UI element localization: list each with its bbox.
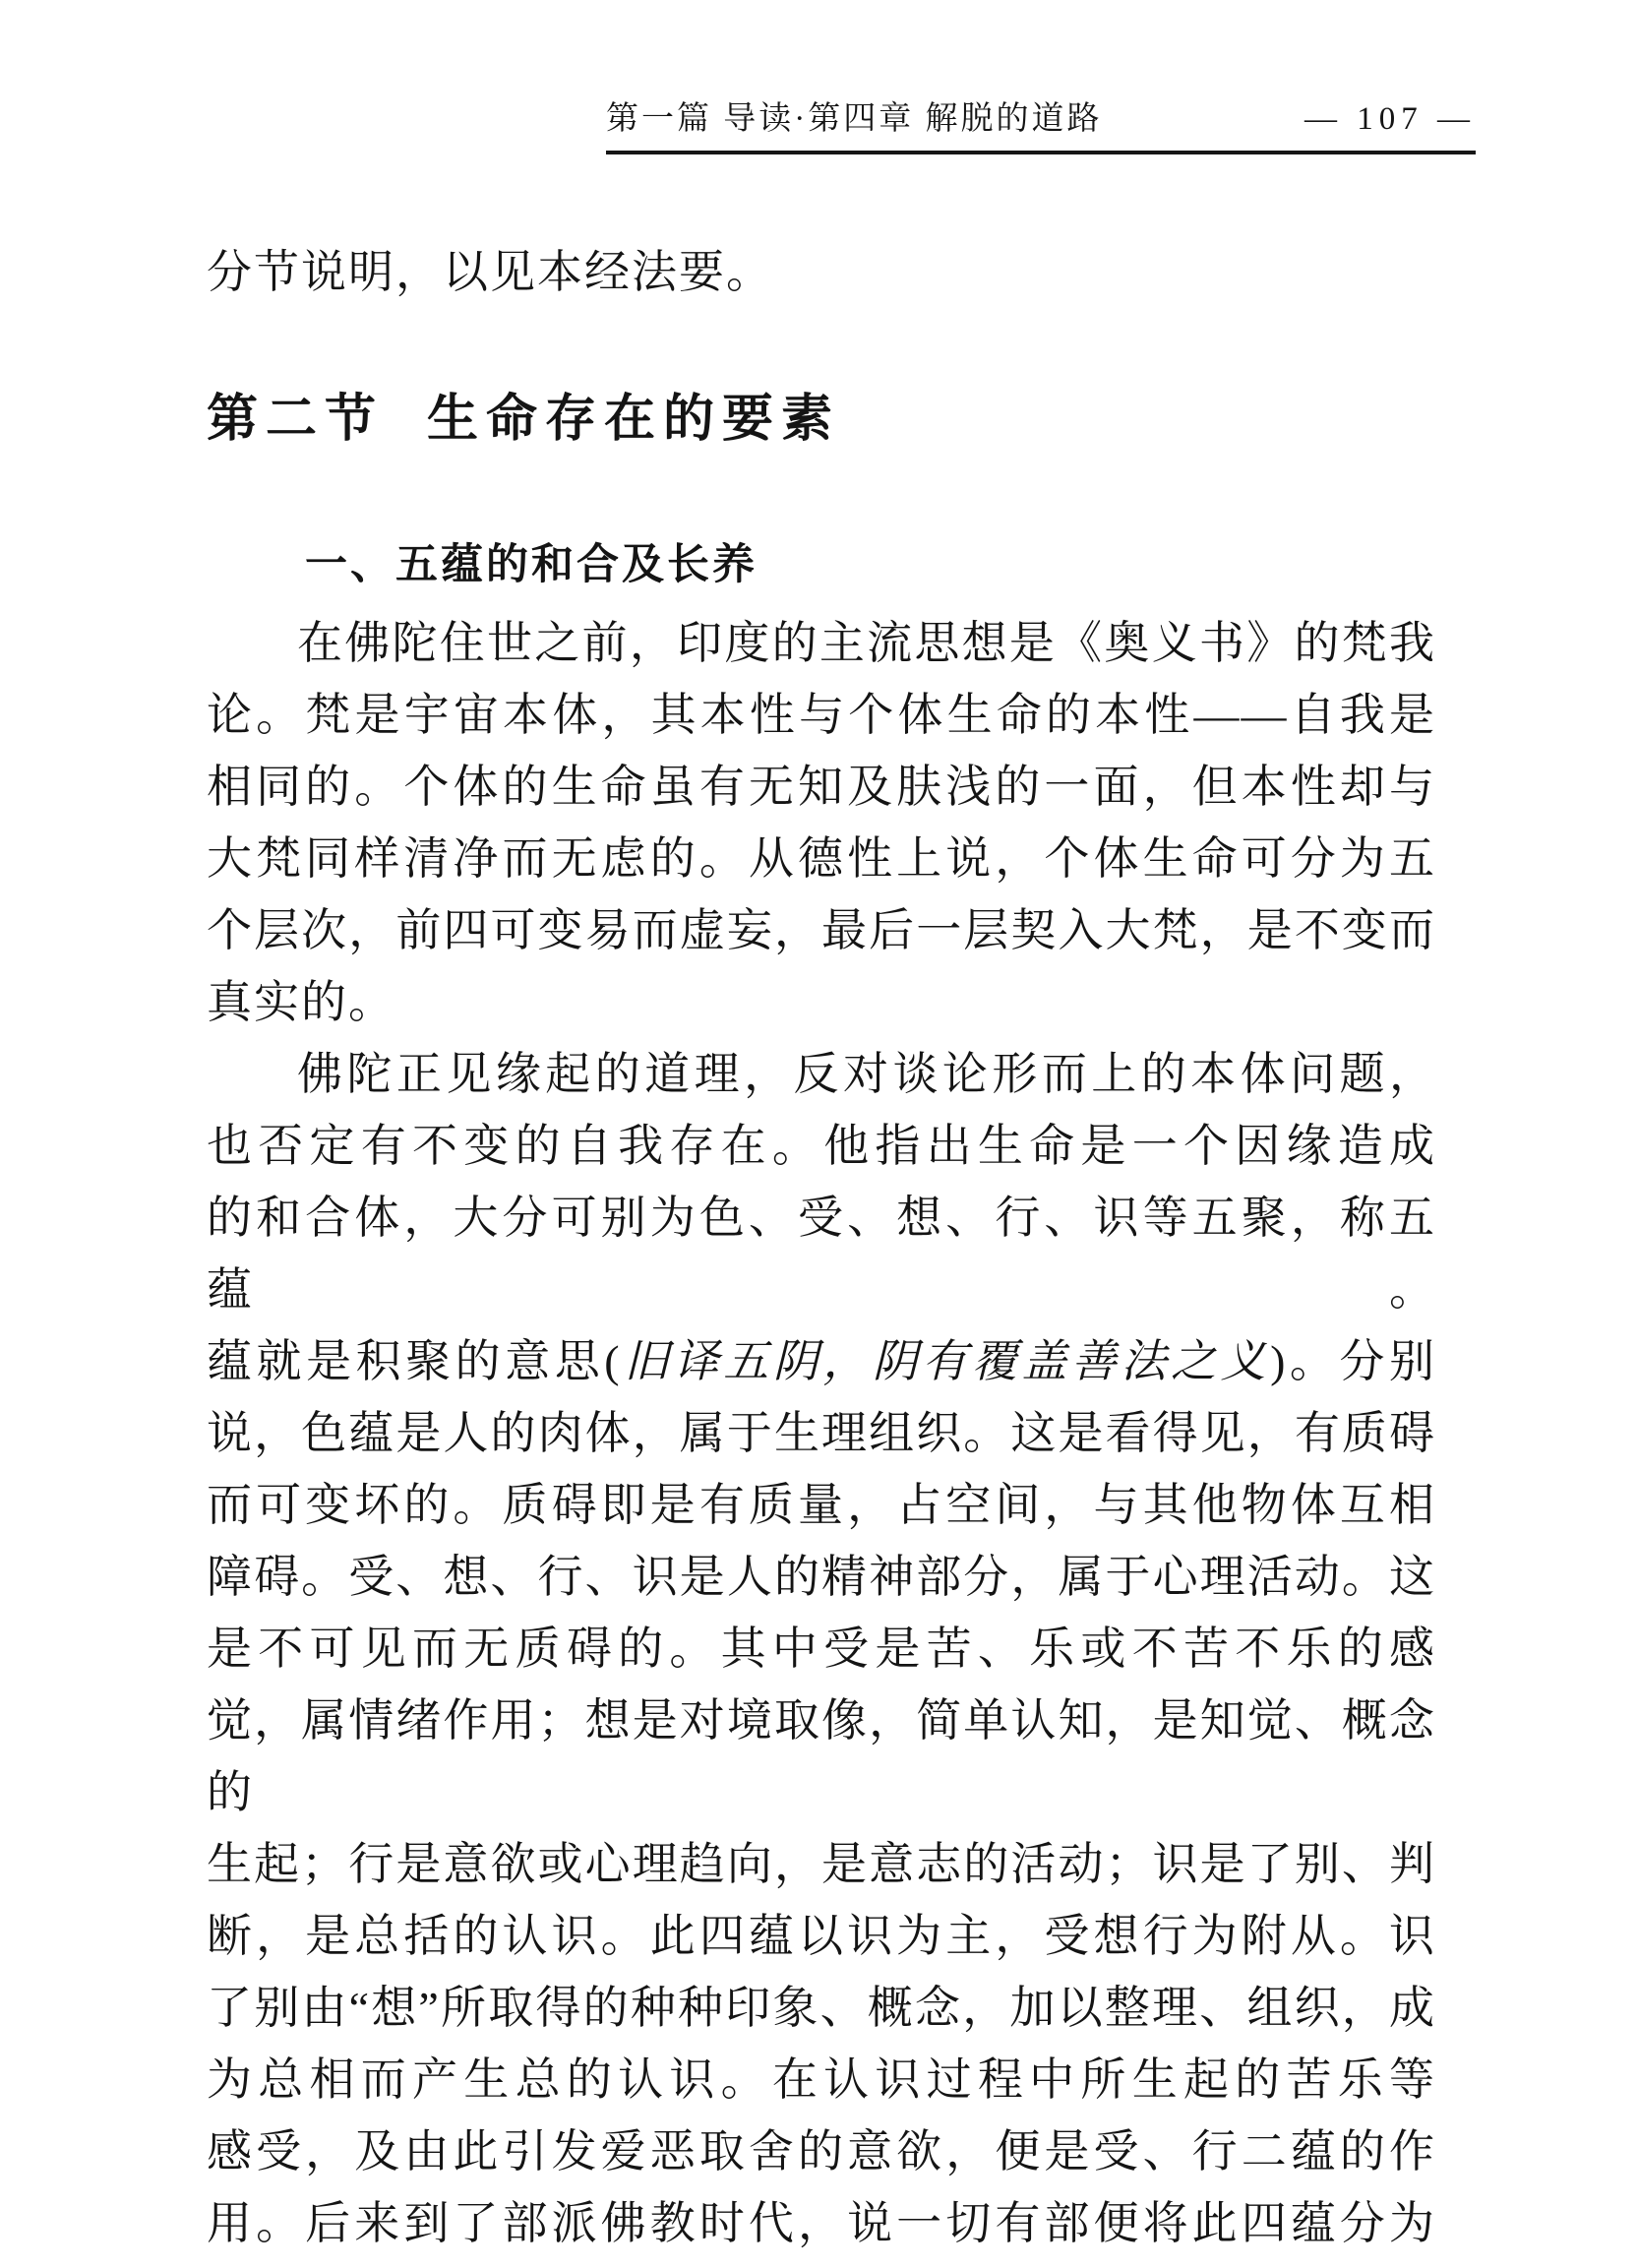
text-line: 的和合体，大分可别为色、受、想、行、识等五聚，称五蕴。 xyxy=(207,1193,1436,1315)
text-line: 佛陀正见缘起的道理，反对谈论形而上的本体问题， xyxy=(297,1049,1436,1099)
text-line: 为总相而产生总的认识。在认识过程中所生起的苦乐等 xyxy=(207,2054,1436,2105)
text-line: 用。后来到了部派佛教时代，说一切有部便将此四蕴分为 xyxy=(207,2198,1436,2248)
text-line: 也否定有不变的自我存在。他指出生命是一个因缘造成 xyxy=(207,1121,1436,1171)
text-line: 障碍。受、想、行、识是人的精神部分，属于心理活动。这 xyxy=(207,1552,1436,1602)
text-line: 相同的。个体的生命虽有无知及肤浅的一面，但本性却与 xyxy=(207,762,1436,812)
text-line: 觉，属情绪作用；想是对境取像，简单认知，是知觉、概念的 xyxy=(207,1695,1436,1817)
text-line: 论。梵是宇宙本体，其本性与个体生命的本性——自我是 xyxy=(207,690,1436,740)
text-line xyxy=(207,1325,1436,1397)
page-number: — 107 — xyxy=(1304,101,1476,137)
text-line: 生起；行是意欲或心理趋向，是意志的活动；识是了别、判 xyxy=(207,1839,1436,1889)
text-segment-kai: 旧译五阴，阴有覆盖善法之义 xyxy=(621,1336,1271,1386)
text-segment: )。分别 xyxy=(1270,1336,1436,1386)
running-head-chapter: 第一篇 导读·第四章 解脱的道路 xyxy=(606,101,1103,137)
text-line: 了别由“想”所取得的种种印象、概念，加以整理、组织，成 xyxy=(207,1983,1436,2033)
subsection-title: 一、五蕴的和合及长养 xyxy=(305,542,758,588)
section-name: 生命存在的要素 xyxy=(427,392,841,448)
text-line: 断，是总括的认识。此四蕴以识为主，受想行为附从。识 xyxy=(207,1911,1436,1961)
section-title xyxy=(207,389,1436,452)
text-line: 大梵同样清净而无虑的。从德性上说，个体生命可分为五 xyxy=(207,833,1436,884)
text-segment: 蕴就是积聚的意思( xyxy=(207,1336,622,1386)
running-head xyxy=(606,92,1476,154)
page-body xyxy=(207,236,1436,2259)
text-line: 感受，及由此引发爱恶取舍的意欲，便是受、行二蕴的作 xyxy=(207,2126,1436,2176)
text-line: 分节说明，以见本经法要。 xyxy=(207,247,773,297)
text-line: 说，色蕴是人的肉体，属于生理组织。这是看得见，有质碍 xyxy=(207,1408,1436,1458)
text-line: 个层次，前四可变易而虚妄，最后一层契入大梵，是不变而 xyxy=(207,905,1436,955)
text-line: 真实的。 xyxy=(207,977,395,1027)
text-line: 是不可见而无质碍的。其中受是苦、乐或不苦不乐的感 xyxy=(207,1624,1436,1674)
section-number: 第二节 xyxy=(207,392,385,448)
paragraph-1 xyxy=(207,607,1436,1038)
paragraph-2 xyxy=(207,1038,1436,2259)
text-line: 在佛陀住世之前，印度的主流思想是《奥义书》的梵我 xyxy=(297,618,1436,668)
text-line: 而可变坏的。质碍即是有质量，占空间，与其他物体互相 xyxy=(207,1480,1436,1530)
